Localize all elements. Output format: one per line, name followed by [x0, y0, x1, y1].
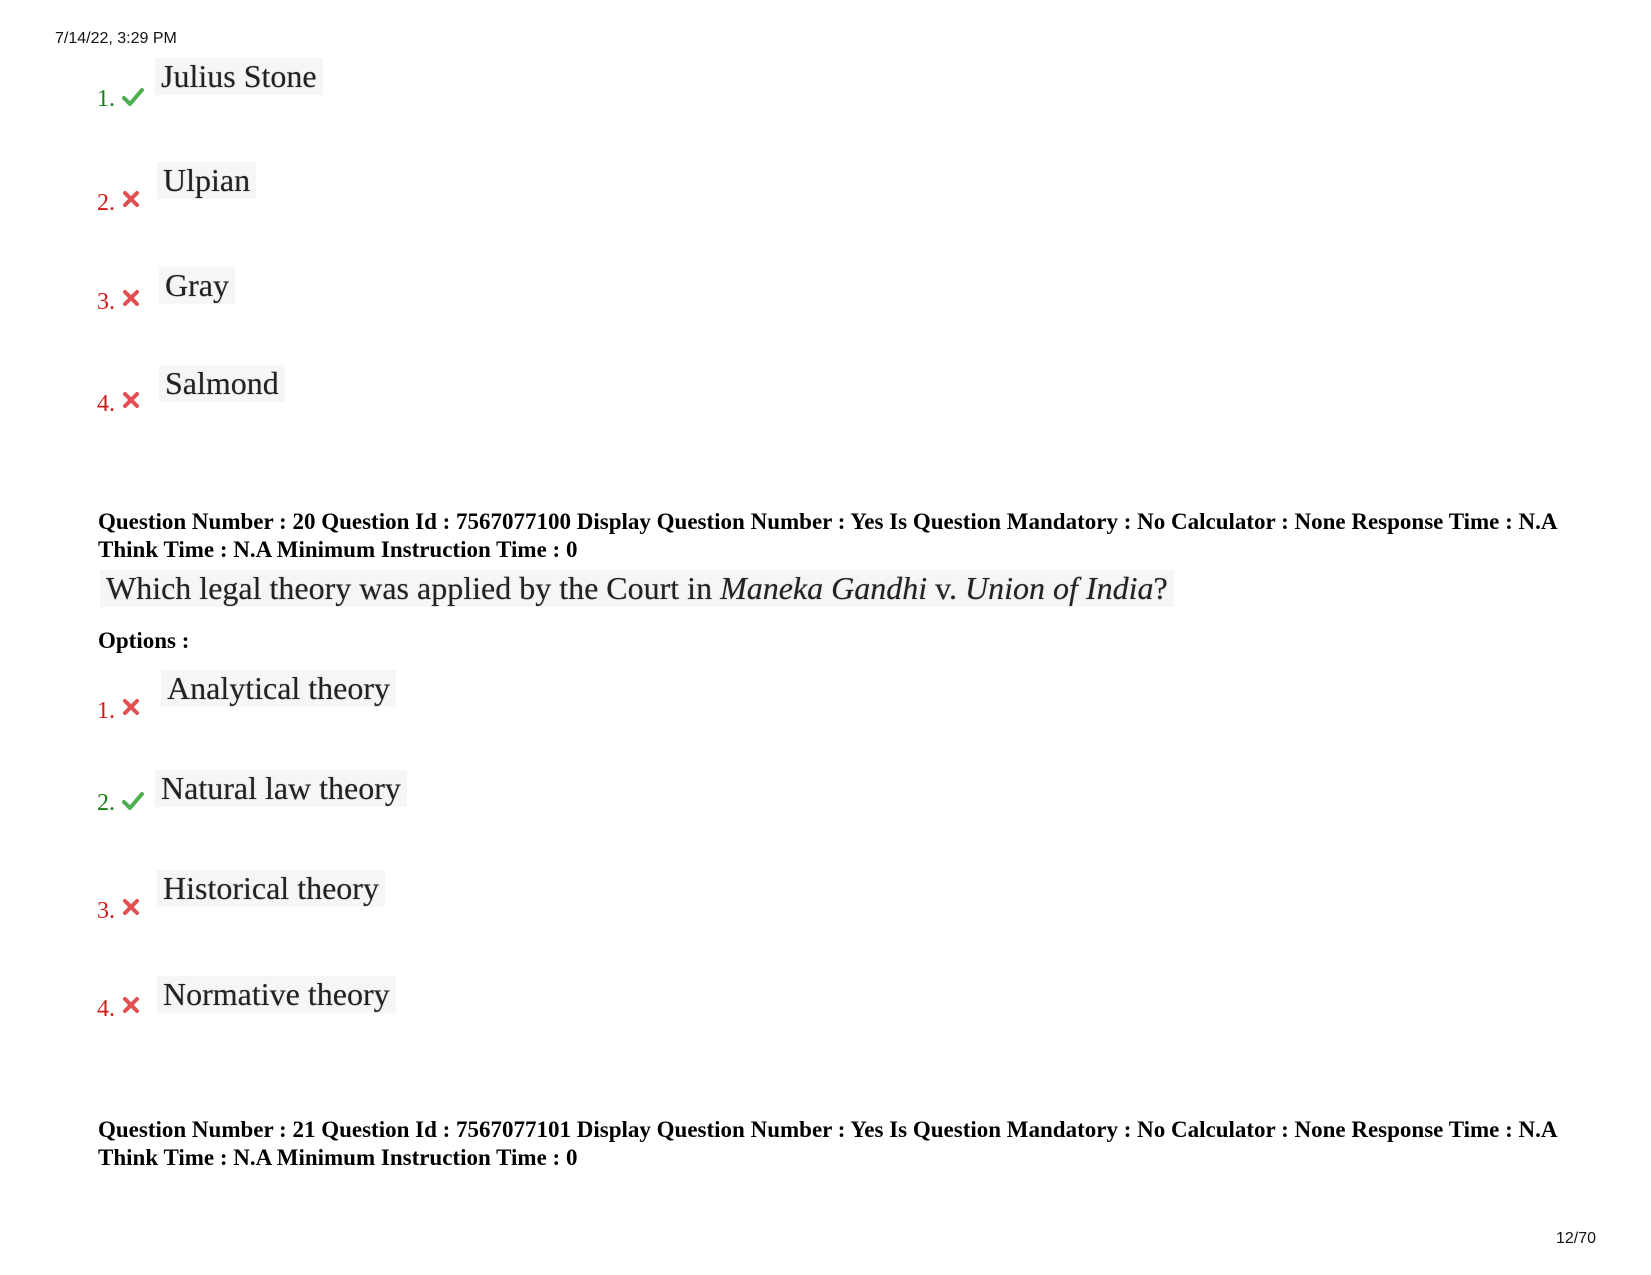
check-icon — [122, 86, 144, 108]
option-text: Natural law theory — [155, 770, 407, 807]
prev-option-2 — [97, 162, 697, 222]
option-number: 2. — [97, 190, 115, 216]
options-label: Options : — [98, 628, 190, 653]
question-20-meta: Question Number : 20 Question Id : 7567077100 Display Question Number : Yes Is Question Mandatory : No Calculator : None Response Time : N.A Think Time : N.A Minimum Instruction Time : 0 — [98, 509, 1557, 562]
option-number: 1. — [97, 698, 115, 724]
print-timestamp: 7/14/22, 3:29 PM — [55, 30, 177, 47]
cross-icon — [122, 289, 140, 307]
option-text: Analytical theory — [161, 670, 396, 707]
question-text-part: ? — [1153, 570, 1168, 606]
option-number: 3. — [97, 289, 115, 315]
cross-icon — [122, 190, 140, 208]
option-text: Ulpian — [157, 162, 256, 199]
option-number: 4. — [97, 996, 115, 1022]
option-text: Julius Stone — [155, 58, 323, 95]
q20-option-2 — [97, 770, 697, 830]
option-number: 3. — [97, 898, 115, 924]
cross-icon — [122, 898, 140, 916]
option-text: Gray — [159, 267, 235, 304]
question-20-text — [100, 570, 1174, 607]
question-text-part: v. — [927, 570, 966, 606]
case-name-italic: Maneka Gandhi — [720, 570, 928, 606]
option-number: 1. — [97, 86, 115, 112]
check-icon — [122, 790, 144, 812]
cross-icon — [122, 996, 140, 1014]
option-number: 4. — [97, 391, 115, 417]
option-text: Salmond — [159, 365, 285, 402]
q20-option-1 — [97, 670, 697, 730]
question-text-part: Which legal theory was applied by the Court in — [106, 570, 721, 606]
option-text: Normative theory — [157, 976, 396, 1013]
option-number: 2. — [97, 790, 115, 816]
cross-icon — [122, 698, 140, 716]
prev-option-3 — [97, 267, 697, 327]
page-number: 12/70 — [1555, 1230, 1596, 1247]
question-21-meta: Question Number : 21 Question Id : 7567077101 Display Question Number : Yes Is Question Mandatory : No Calculator : None Response Time : N.A Think Time : N.A Minimum Instruction Time : 0 — [98, 1117, 1557, 1170]
case-name-italic: Union of India — [965, 570, 1154, 606]
prev-option-4 — [97, 365, 697, 425]
q20-option-3 — [97, 870, 697, 930]
prev-option-1 — [97, 58, 697, 118]
option-text: Historical theory — [157, 870, 385, 907]
q20-option-4 — [97, 976, 697, 1040]
cross-icon — [122, 391, 140, 409]
